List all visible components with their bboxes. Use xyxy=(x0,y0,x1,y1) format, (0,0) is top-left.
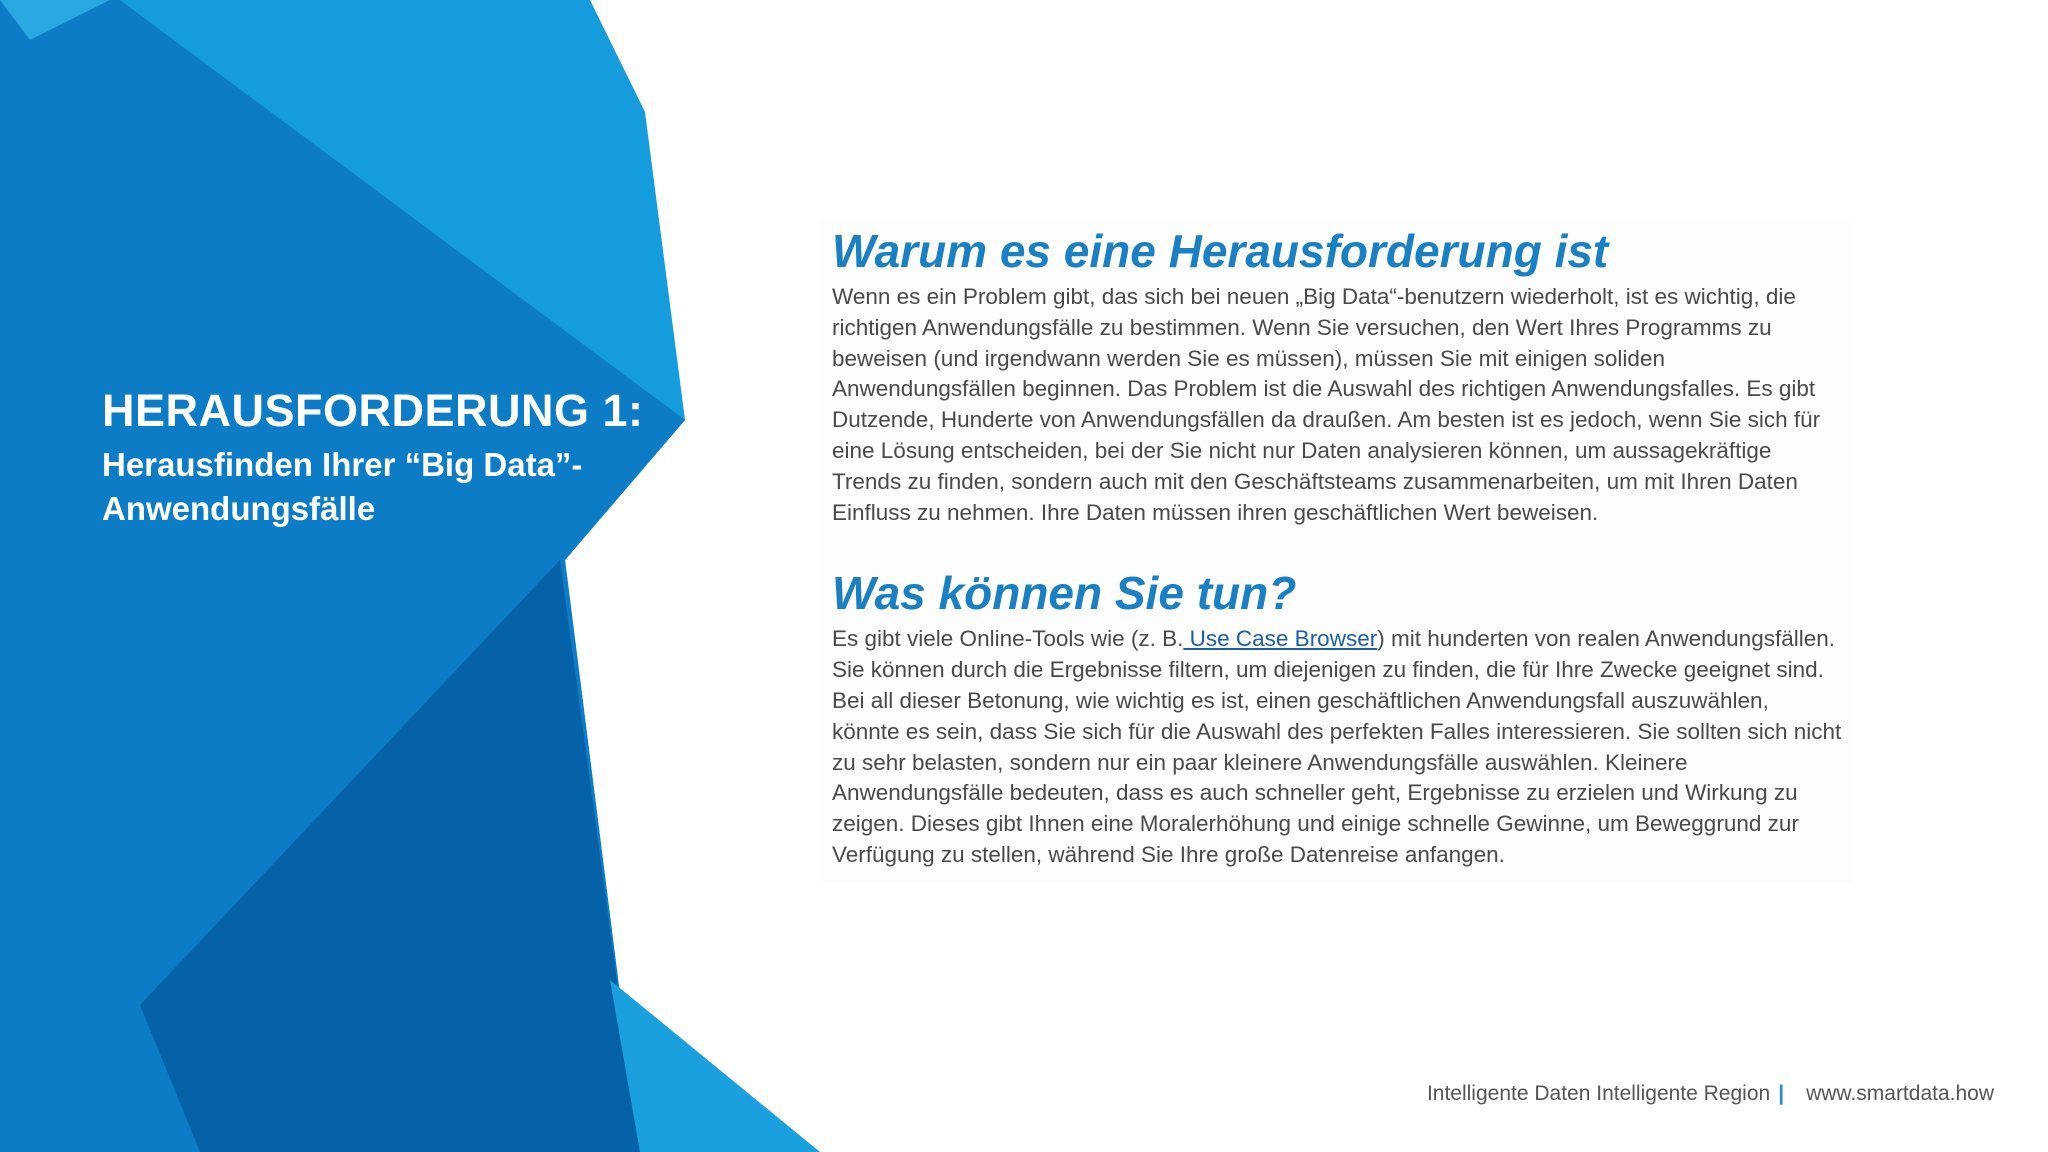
footer-separator: | xyxy=(1778,1082,1785,1105)
section-body-why: Wenn es ein Problem gibt, das sich bei neuen „Big Data“-benutzern wiederholt, ist es wichtig, die richtigen Anwendungsfälle zu bestimmen. Wenn Sie versuchen, den Wert Ihres Programms zu beweisen (und irgendwann werden Sie es müssen), müssen Sie mit einigen soliden Anwendungsfällen beginnen. Das Problem ist die Auswahl des richtigen Anwendungsfalles. Es gibt Dutzende, Hunderte von Anwendungsfällen da draußen. Am besten ist es jedoch, wenn Sie sich für eine Lösung entscheiden, bei der Sie nicht nur Daten analysieren können, um aussagekräftige Trends zu finden, sondern auch mit den Geschäftsteams zusammenarbeiten, um mit Ihren Daten Einfluss zu nehmen. Ihre Daten müssen ihren geschäftlichen Wert beweisen. xyxy=(832,284,1821,525)
challenge-subtitle: Herausfinden Ihrer “Big Data”-Anwendungsfälle xyxy=(102,446,583,527)
section-body-what-1 xyxy=(832,624,1842,686)
para-text-after-link: ) mit hunderten von realen Anwendungsfällen. Sie können durch die Ergebnisse filtern, um diejenigen zu finden, die für Ihre Zwecke geeignet sind. xyxy=(832,626,1836,683)
challenge-title-block xyxy=(102,385,662,531)
section-heading-why: Warum es eine Herausforderung ist xyxy=(832,225,1609,277)
footer-tagline: Intelligente Daten Intelligente Region xyxy=(1426,1082,1771,1105)
challenge-number-title: HERAUSFORDERUNG 1: xyxy=(102,385,644,436)
footer xyxy=(1427,1082,1994,1106)
use-case-browser-link[interactable]: Use Case Browser xyxy=(1183,626,1378,652)
footer-website: www.smartdata.how xyxy=(1806,1082,1994,1105)
section-body-what-2: Bei all dieser Betonung, wie wichtig es ist, einen geschäftlichen Anwendungsfall auszuwählen, könnte es sein, dass Sie sich für die Auswahl des perfekten Falles interessieren. Sie sollten sich nicht zu sehr belasten, sondern nur ein paar kleinere Anwendungsfälle auswählen. Kleinere Anwendungsfälle bedeuten, dass es auch schneller geht, Ergebnisse zu erzielen und Wirkung zu zeigen. Dieses gibt Ihnen eine Moralerhöhung und einige schnelle Gewinne, um Beweggrund zur Verfügung zu stellen, während Sie Ihre große Datenreise anfangen. xyxy=(832,687,1842,867)
main-content xyxy=(820,220,1854,883)
para-text-before-link: Es gibt viele Online-Tools wie (z. B. xyxy=(832,626,1184,652)
shape-light-bottom xyxy=(610,980,820,1152)
section-heading-what: Was können Sie tun? xyxy=(832,567,1297,620)
